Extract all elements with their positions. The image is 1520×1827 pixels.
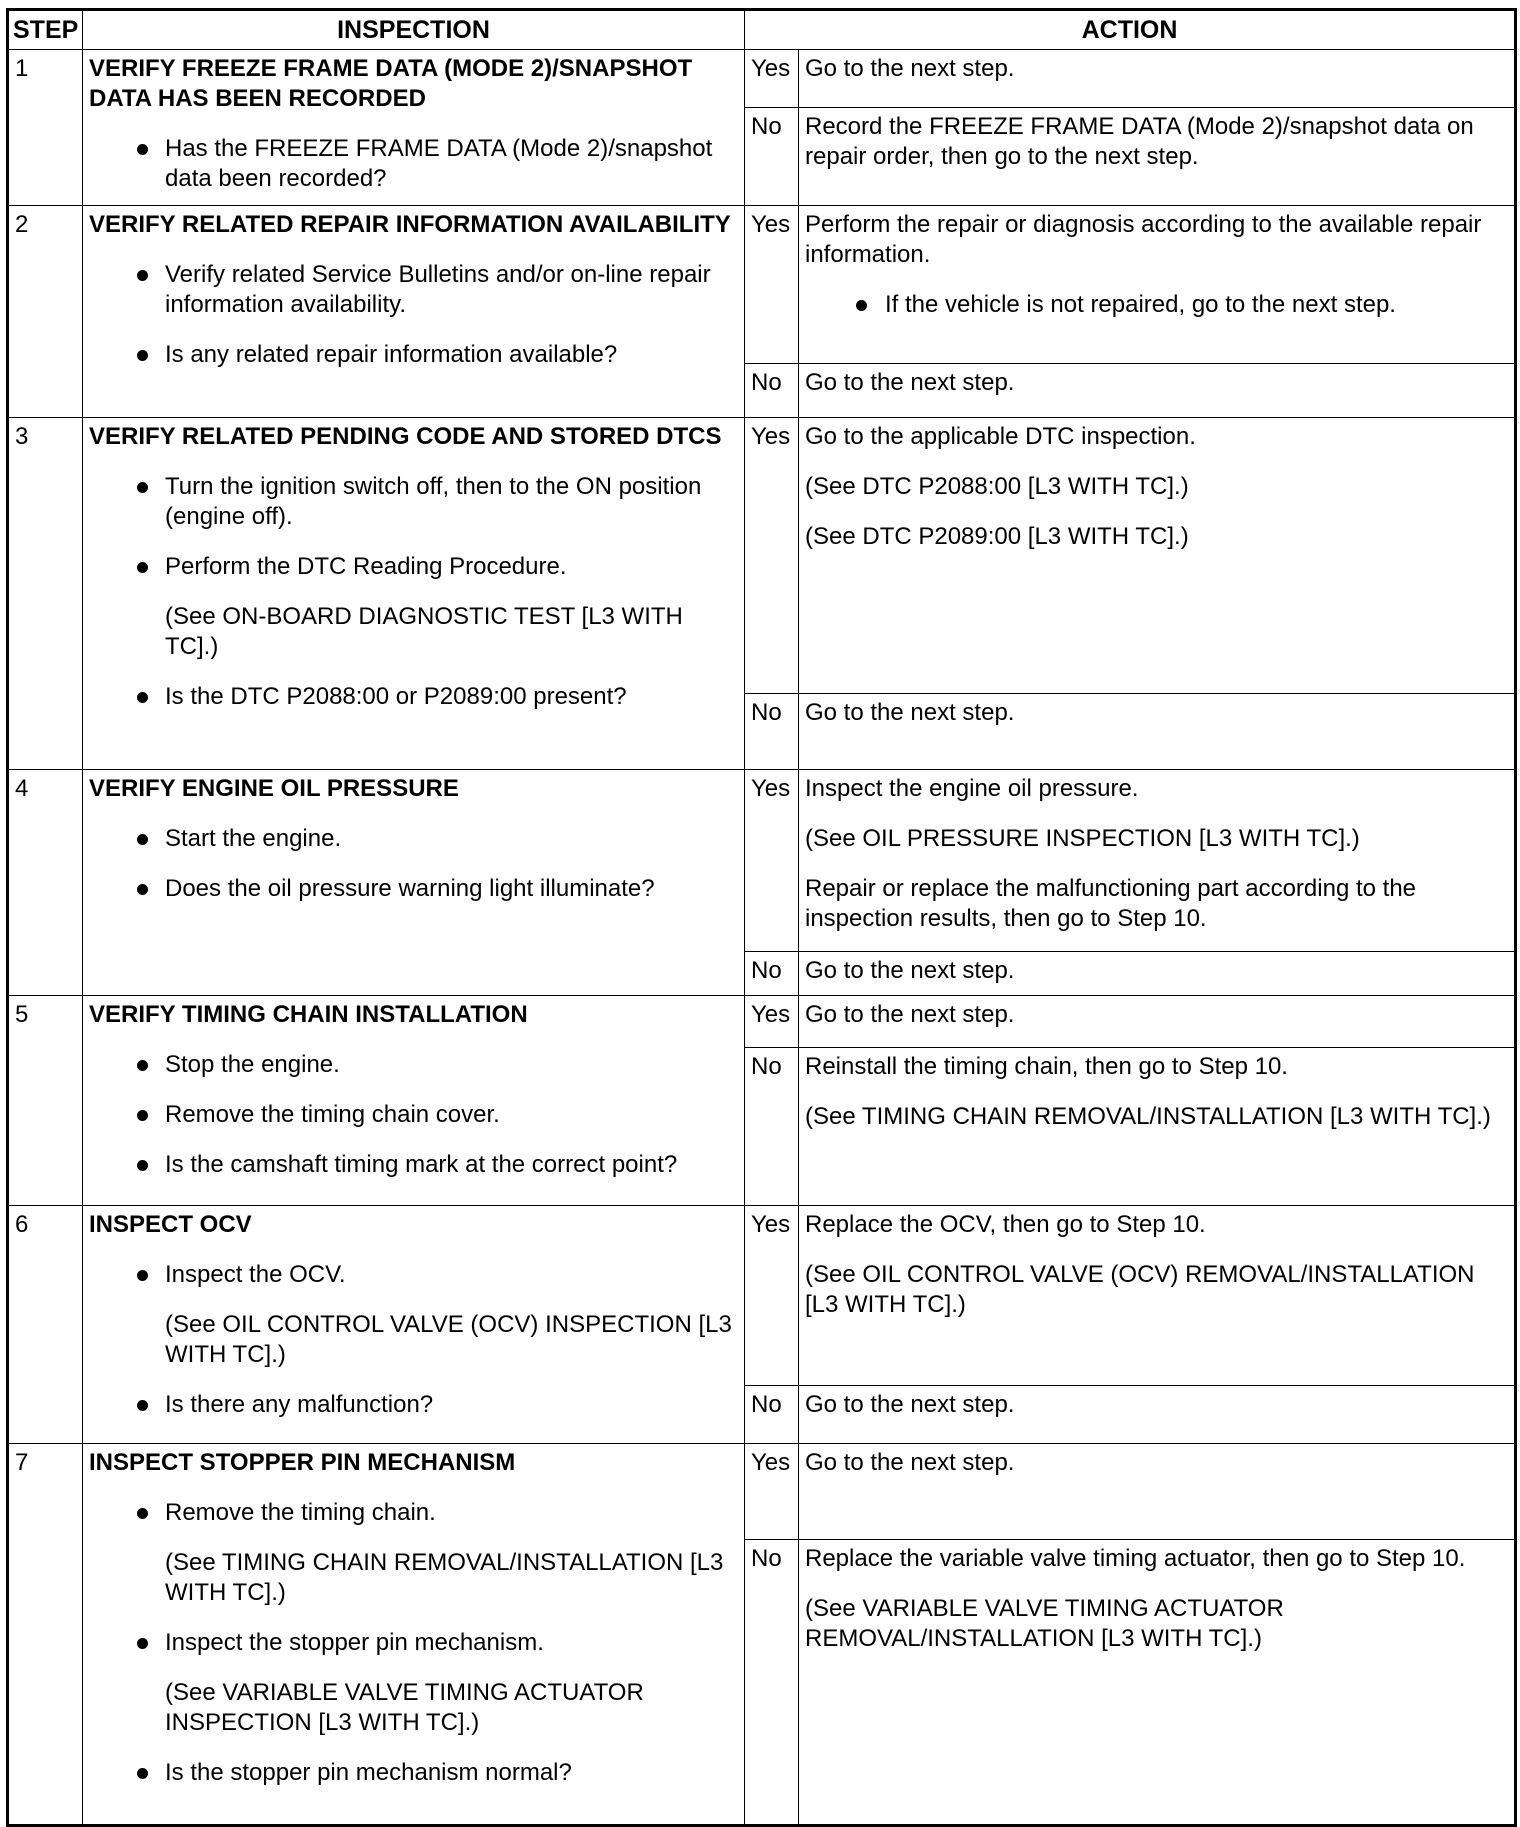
bullet-icon	[137, 562, 148, 573]
bullet-icon	[137, 482, 148, 493]
no-label: No	[745, 952, 799, 996]
bullet-icon	[137, 834, 148, 845]
inspection-item: Stop the engine.	[89, 1050, 738, 1080]
step-4-yes-row	[8, 770, 1516, 952]
bullet-icon	[137, 1160, 148, 1171]
step-title: INSPECT OCV	[89, 1211, 252, 1238]
no-action: Replace the variable valve timing actuator, then go to Step 10. (See VARIABLE VALVE TIMING ACTUATOR REMOVAL/INSTALLATION [L3 WITH TC].)	[799, 1540, 1516, 1826]
inspection-item: Perform the DTC Reading Procedure.	[89, 552, 738, 582]
no-action: Go to the next step.	[799, 364, 1516, 418]
inspection-item: Is there any malfunction?	[89, 1390, 738, 1420]
bullet-icon	[137, 1400, 148, 1411]
step-number: 6	[8, 1206, 83, 1444]
bullet-icon	[137, 1768, 148, 1779]
no-action: Reinstall the timing chain, then go to Step 10. (See TIMING CHAIN REMOVAL/INSTALLATION [L3 WITH TC].)	[799, 1048, 1516, 1206]
inspection-cell	[83, 50, 745, 206]
inspection-item: Remove the timing chain.	[89, 1498, 738, 1528]
diagnostic-table	[6, 8, 1517, 1827]
diagnostic-procedure	[6, 8, 1514, 1827]
inspection-header: INSPECTION	[83, 10, 745, 50]
step-header: STEP	[8, 10, 83, 50]
no-action: Record the FREEZE FRAME DATA (Mode 2)/snapshot data on repair order, then go to the next step.	[799, 108, 1516, 206]
yes-label: Yes	[745, 206, 799, 364]
bullet-icon	[137, 1110, 148, 1121]
bullet-icon	[137, 692, 148, 703]
step-1-yes-row	[8, 50, 1516, 108]
bullet-icon	[137, 1508, 148, 1519]
step-number: 5	[8, 996, 83, 1206]
inspection-item: Is the DTC P2088:00 or P2089:00 present?	[89, 682, 738, 712]
step-title: VERIFY RELATED PENDING CODE AND STORED DTCS	[89, 423, 722, 450]
inspection-item: Remove the timing chain cover.	[89, 1100, 738, 1130]
step-3-yes-row	[8, 418, 1516, 694]
step-title: INSPECT STOPPER PIN MECHANISM	[89, 1449, 516, 1476]
no-action: Go to the next step.	[799, 694, 1516, 770]
yes-action: Replace the OCV, then go to Step 10. (See OIL CONTROL VALVE (OCV) REMOVAL/INSTALLATION [L3 WITH TC].)	[799, 1206, 1516, 1386]
no-label: No	[745, 1540, 799, 1826]
no-action: Go to the next step.	[799, 952, 1516, 996]
inspection-item: Inspect the stopper pin mechanism.	[89, 1628, 738, 1658]
inspection-item: Turn the ignition switch off, then to the ON position (engine off).	[89, 472, 738, 532]
yes-action: Inspect the engine oil pressure. (See OIL PRESSURE INSPECTION [L3 WITH TC].) Repair or replace the malfunctioning part according to the inspection results, then go to Step 10.	[799, 770, 1516, 952]
step-number: 1	[8, 50, 83, 206]
yes-action: Perform the repair or diagnosis according to the available repair information. If the vehicle is not repaired, go to the next step.	[799, 206, 1516, 364]
step-title: VERIFY ENGINE OIL PRESSURE	[89, 775, 459, 802]
inspection-item: Verify related Service Bulletins and/or on-line repair information availability.	[89, 260, 738, 320]
bullet-icon	[137, 1060, 148, 1071]
bullet-icon	[137, 884, 148, 895]
bullet-icon	[856, 300, 867, 311]
no-label: No	[745, 364, 799, 418]
header-row	[8, 10, 1516, 50]
yes-label: Yes	[745, 996, 799, 1048]
step-title: VERIFY TIMING CHAIN INSTALLATION	[89, 1001, 528, 1028]
step-number: 3	[8, 418, 83, 770]
inspection-item: Is the camshaft timing mark at the correct point?	[89, 1150, 738, 1180]
reference-note: (See VARIABLE VALVE TIMING ACTUATOR INSPECTION [L3 WITH TC].)	[165, 1679, 644, 1736]
yes-action: Go to the applicable DTC inspection. (See DTC P2088:00 [L3 WITH TC].) (See DTC P2089:00 [L3 WITH TC].)	[799, 418, 1516, 694]
inspection-item: Inspect the OCV.	[89, 1260, 738, 1290]
step-title: VERIFY RELATED REPAIR INFORMATION AVAILABILITY	[89, 211, 731, 238]
yes-action: Go to the next step.	[799, 50, 1516, 108]
step-number: 4	[8, 770, 83, 996]
no-label: No	[745, 694, 799, 770]
reference-note: (See OIL CONTROL VALVE (OCV) INSPECTION [L3 WITH TC].)	[165, 1311, 732, 1368]
reference-note: (See TIMING CHAIN REMOVAL/INSTALLATION [L3 WITH TC].)	[165, 1549, 724, 1606]
step-number: 2	[8, 206, 83, 418]
yes-action: Go to the next step.	[799, 996, 1516, 1048]
inspection-item: Is any related repair information available?	[89, 340, 738, 370]
no-label: No	[745, 1386, 799, 1444]
action-item: If the vehicle is not repaired, go to the next step.	[805, 290, 1508, 320]
bullet-icon	[137, 1638, 148, 1649]
inspection-cell	[83, 770, 745, 996]
yes-label: Yes	[745, 1206, 799, 1386]
inspection-cell	[83, 1206, 745, 1444]
bullet-icon	[137, 270, 148, 281]
yes-label: Yes	[745, 1444, 799, 1540]
inspection-cell	[83, 206, 745, 418]
yes-label: Yes	[745, 418, 799, 694]
inspection-item: Has the FREEZE FRAME DATA (Mode 2)/snapshot data been recorded?	[89, 134, 738, 194]
step-7-yes-row	[8, 1444, 1516, 1540]
no-action: Go to the next step.	[799, 1386, 1516, 1444]
inspection-cell	[83, 996, 745, 1206]
yes-action: Go to the next step.	[799, 1444, 1516, 1540]
inspection-item: Does the oil pressure warning light illuminate?	[89, 874, 738, 904]
inspection-cell	[83, 418, 745, 770]
yes-label: Yes	[745, 770, 799, 952]
inspection-item: Is the stopper pin mechanism normal?	[89, 1758, 738, 1788]
bullet-icon	[137, 350, 148, 361]
inspection-cell	[83, 1444, 745, 1826]
bullet-icon	[137, 1270, 148, 1281]
step-5-yes-row	[8, 996, 1516, 1048]
step-title: VERIFY FREEZE FRAME DATA (MODE 2)/SNAPSHOT DATA HAS BEEN RECORDED	[89, 55, 693, 112]
step-number: 7	[8, 1444, 83, 1826]
no-label: No	[745, 108, 799, 206]
no-label: No	[745, 1048, 799, 1206]
step-6-yes-row	[8, 1206, 1516, 1386]
reference-note: (See ON-BOARD DIAGNOSTIC TEST [L3 WITH TC].)	[165, 603, 683, 660]
action-header: ACTION	[745, 10, 1516, 50]
inspection-item: Start the engine.	[89, 824, 738, 854]
step-2-yes-row	[8, 206, 1516, 364]
yes-label: Yes	[745, 50, 799, 108]
bullet-icon	[137, 144, 148, 155]
